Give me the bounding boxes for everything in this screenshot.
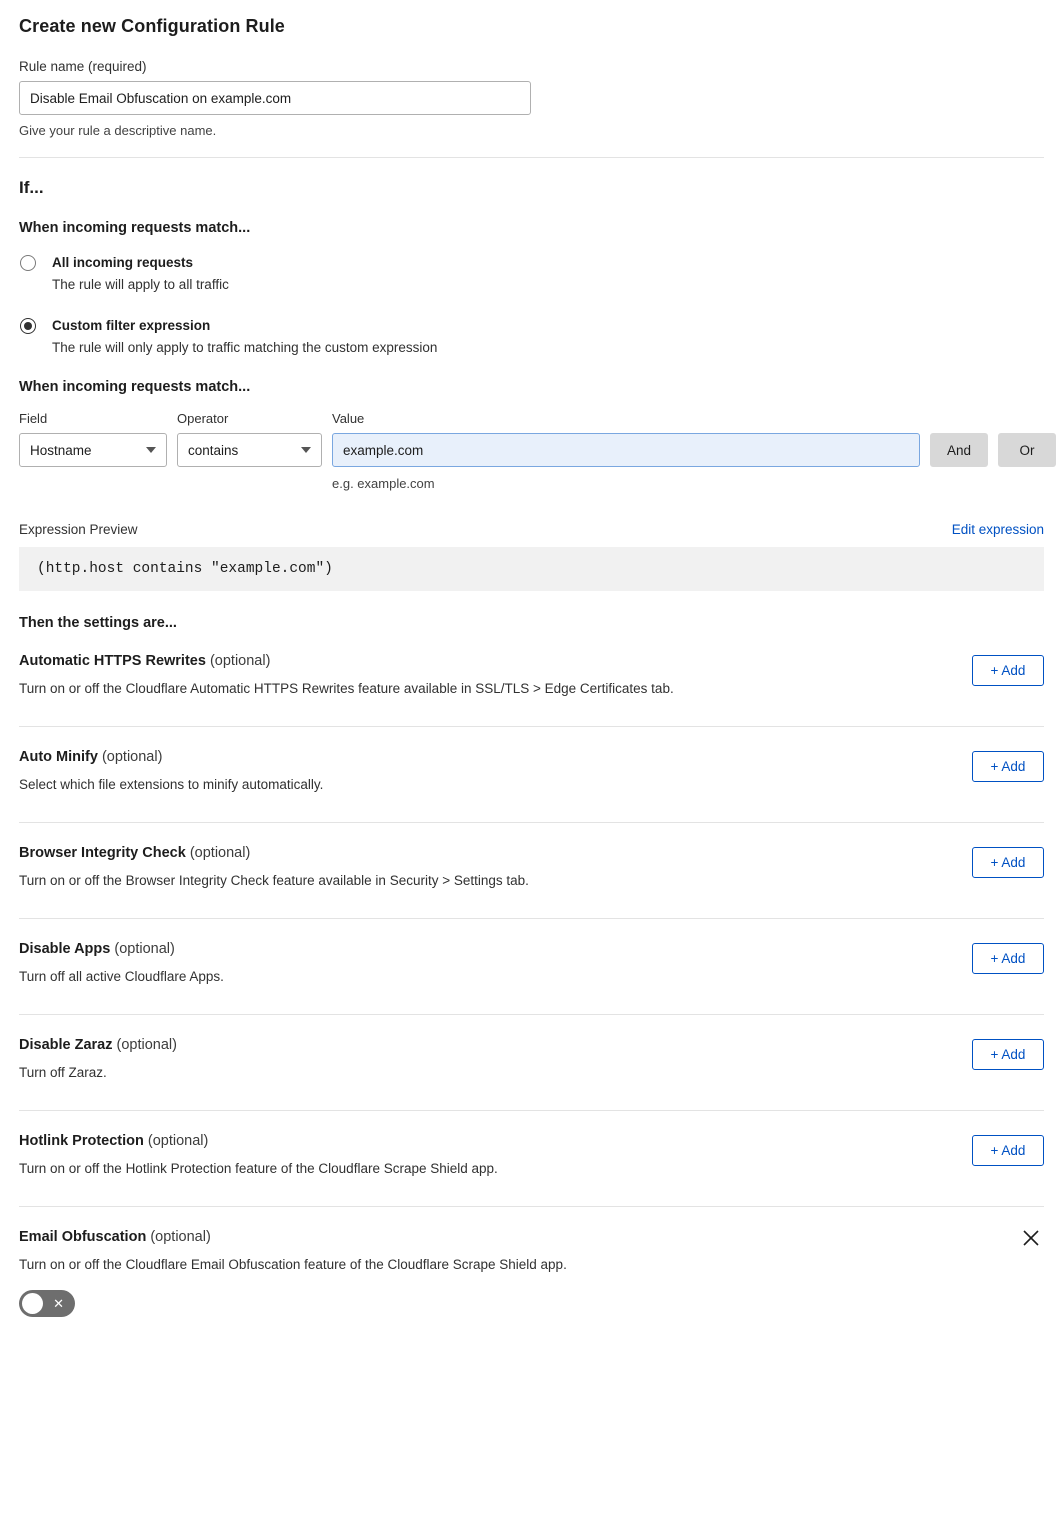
- value-label: Value: [332, 411, 365, 427]
- setting-optional-tag: (optional): [116, 1037, 177, 1054]
- setting-title: [19, 1037, 1044, 1053]
- filter-heading: When incoming requests match...: [19, 379, 251, 396]
- radio-icon[interactable]: [20, 255, 36, 271]
- email-obfuscation-toggle[interactable]: [19, 1290, 75, 1317]
- radio-description: The rule will apply to all traffic: [52, 276, 229, 292]
- setting-optional-tag: (optional): [147, 1133, 209, 1150]
- edit-expression-link[interactable]: Edit expression: [951, 522, 1044, 538]
- add-button[interactable]: + Add: [972, 847, 1044, 878]
- setting-auto-minify: [19, 727, 1044, 823]
- chevron-down-icon: [146, 447, 156, 453]
- setting-name: Auto Minify: [19, 749, 98, 766]
- radio-label: Custom filter expression: [52, 318, 211, 334]
- setting-automatic-https-rewrites: [19, 631, 1044, 727]
- add-button[interactable]: + Add: [972, 1039, 1044, 1070]
- setting-optional-tag: (optional): [150, 1229, 211, 1246]
- operator-select[interactable]: [177, 433, 322, 467]
- setting-disable-apps: [19, 919, 1044, 1015]
- setting-description: Turn on or off the Cloudflare Automatic HTTPS Rewrites feature available in SSL/TLS > Edge Certificates tab.: [19, 681, 674, 697]
- and-button-column: [930, 411, 988, 467]
- setting-disable-zaraz: [19, 1015, 1044, 1111]
- chevron-down-icon: [301, 447, 311, 453]
- radio-icon-selected[interactable]: [20, 318, 36, 334]
- operator-select-value: contains: [188, 442, 239, 458]
- filter-operator-column: [177, 411, 322, 467]
- setting-title: [19, 1229, 1044, 1245]
- or-button[interactable]: Or: [998, 433, 1056, 467]
- add-button[interactable]: + Add: [972, 1135, 1044, 1166]
- setting-description: Turn on or off the Hotlink Protection feature of the Cloudflare Scrape Shield app.: [19, 1161, 498, 1177]
- setting-description: Turn off Zaraz.: [19, 1065, 107, 1081]
- add-button[interactable]: + Add: [972, 751, 1044, 782]
- toggle-knob: [22, 1293, 43, 1314]
- setting-title: [19, 1133, 1044, 1149]
- close-icon[interactable]: [1020, 1227, 1042, 1249]
- filter-field-column: [19, 411, 167, 467]
- rule-name-help: Give your rule a descriptive name.: [19, 123, 217, 138]
- radio-option-all-incoming-requests[interactable]: [19, 253, 1044, 294]
- setting-description: Select which file extensions to minify automatically.: [19, 777, 324, 793]
- setting-title: [19, 845, 1044, 861]
- field-select[interactable]: [19, 433, 167, 467]
- or-button-column: [998, 411, 1056, 467]
- value-input[interactable]: [332, 433, 920, 467]
- radio-option-custom-filter-expression[interactable]: [19, 316, 1044, 357]
- add-button[interactable]: + Add: [972, 655, 1044, 686]
- and-button[interactable]: And: [930, 433, 988, 467]
- rule-name-label: Rule name (required): [19, 59, 147, 74]
- setting-name: Email Obfuscation: [19, 1229, 147, 1246]
- request-match-radio-group: [19, 253, 1044, 357]
- rule-name-input[interactable]: [19, 81, 531, 115]
- setting-browser-integrity-check: [19, 823, 1044, 919]
- setting-hotlink-protection: [19, 1111, 1044, 1207]
- setting-name: Hotlink Protection: [19, 1133, 144, 1150]
- filter-builder-row: [19, 411, 1044, 491]
- setting-optional-tag: (optional): [114, 941, 175, 958]
- expression-preview-box: (http.host contains "example.com"): [19, 547, 1044, 591]
- setting-title: [19, 653, 1044, 669]
- setting-title: [19, 749, 1044, 765]
- setting-name: Disable Apps: [19, 941, 111, 958]
- setting-optional-tag: (optional): [189, 845, 251, 862]
- if-section-subtitle: When incoming requests match...: [19, 220, 251, 236]
- field-label: Field: [19, 411, 48, 427]
- setting-optional-tag: (optional): [209, 653, 271, 670]
- radio-description: The rule will only apply to traffic matching the custom expression: [52, 339, 438, 355]
- radio-label: All incoming requests: [52, 255, 194, 270]
- setting-name: Disable Zaraz: [19, 1037, 113, 1054]
- expression-preview-label: Expression Preview: [19, 522, 138, 538]
- page-title: Create new Configuration Rule: [19, 16, 285, 36]
- setting-name: Browser Integrity Check: [19, 845, 186, 862]
- then-section-title: Then the settings are...: [19, 615, 177, 632]
- setting-description: Turn on or off the Browser Integrity Check feature available in Security > Settings tab.: [19, 873, 529, 889]
- value-hint: e.g. example.com: [332, 476, 435, 492]
- if-section-title: If...: [19, 178, 44, 197]
- setting-name: Automatic HTTPS Rewrites: [19, 653, 206, 670]
- operator-label: Operator: [177, 411, 229, 427]
- divider: [19, 157, 1044, 158]
- add-button[interactable]: + Add: [972, 943, 1044, 974]
- setting-description: Turn on or off the Cloudflare Email Obfuscation feature of the Cloudflare Scrape Shield app.: [19, 1257, 567, 1273]
- expression-preview-header: [19, 522, 1044, 537]
- field-select-value: Hostname: [30, 442, 92, 458]
- setting-optional-tag: (optional): [101, 749, 163, 766]
- setting-email-obfuscation: [19, 1207, 1044, 1339]
- toggle-off-icon: ✕: [53, 1296, 64, 1312]
- setting-title: [19, 941, 1044, 957]
- setting-description: Turn off all active Cloudflare Apps.: [19, 969, 224, 985]
- filter-value-column: [332, 411, 920, 491]
